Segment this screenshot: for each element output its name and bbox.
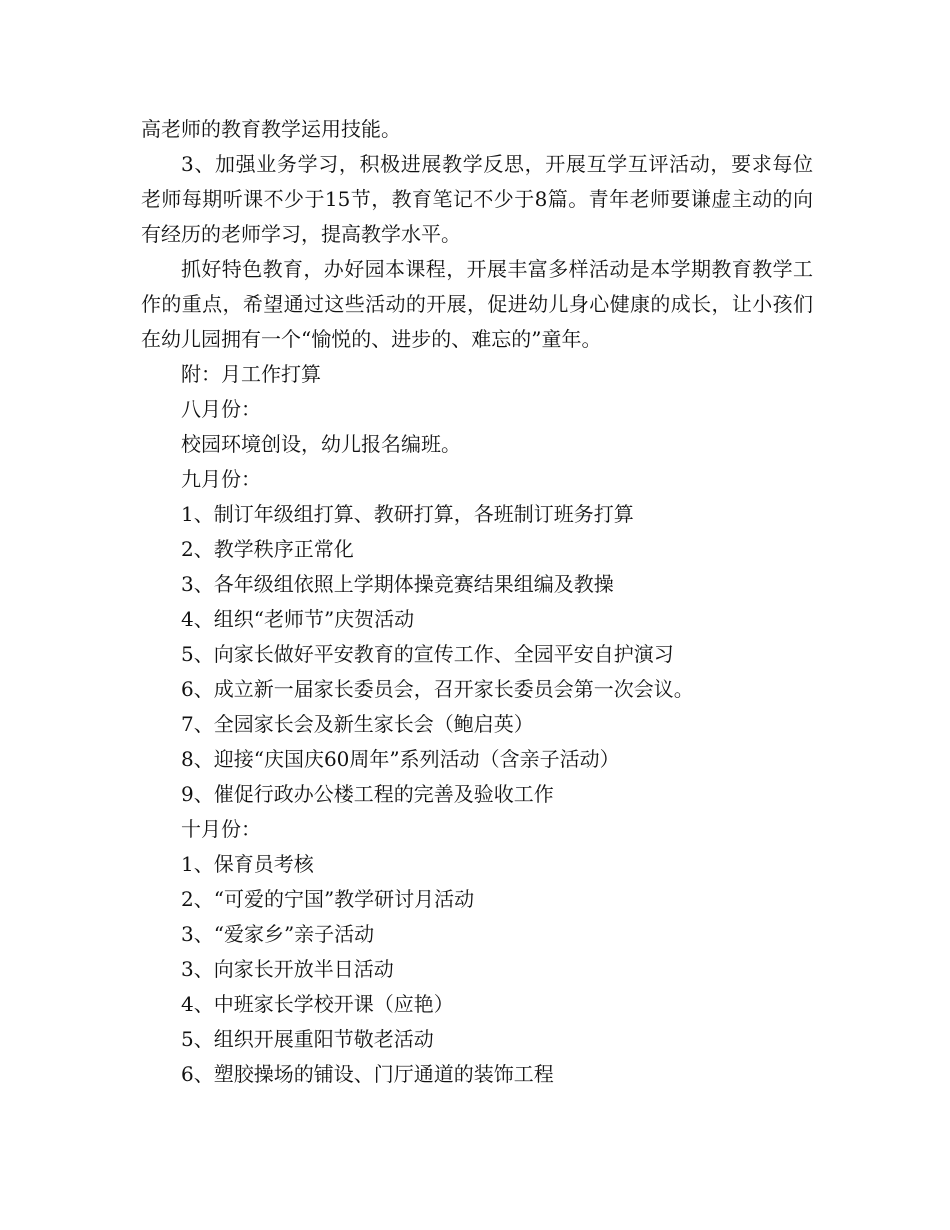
list-item: 8、迎接“庆国庆60周年”系列活动（含亲子活动） xyxy=(181,747,620,771)
list-item: 3、各年级组依照上学期体操竞赛结果组编及教操 xyxy=(181,572,614,596)
appendix-title: 附：月工作打算 xyxy=(181,362,321,386)
list-item: 1、保育员考核 xyxy=(181,852,314,876)
paragraph-continued: 高老师的教育教学运用技能。 xyxy=(141,117,401,141)
month-heading-october: 十月份： xyxy=(181,817,261,841)
list-item: 5、组织开展重阳节敬老活动 xyxy=(181,1027,434,1051)
list-item: 6、成立新一届家长委员会，召开家长委员会第一次会议。 xyxy=(181,677,694,701)
list-item: 校园环境创设，幼儿报名编班。 xyxy=(181,432,461,456)
month-heading-september: 九月份： xyxy=(181,467,261,491)
list-item: 2、“可爱的宁国”教学研讨月活动 xyxy=(181,887,475,911)
list-item: 3、“爱家乡”亲子活动 xyxy=(181,922,375,946)
paragraph-item-3: 3、加强业务学习，积极进展教学反思，开展互学互评活动，要求每位老师每期听课不少于15节，教育笔记不少于8篇。青年老师要谦虚主动的向有经历的老师学习，提高教学水平。 xyxy=(141,152,813,246)
list-item: 1、制订年级组打算、教研打算，各班制订班务打算 xyxy=(181,502,634,526)
list-item: 4、中班家长学校开课（应艳） xyxy=(181,992,454,1016)
paragraph-summary: 抓好特色教育，办好园本课程，开展丰富多样活动是本学期教育教学工作的重点，希望通过这些活动的开展，促进幼儿身心健康的成长，让小孩们在幼儿园拥有一个“愉悦的、进步的、难忘的”童年。 xyxy=(141,257,813,351)
document-body xyxy=(141,112,813,1092)
list-item: 3、向家长开放半日活动 xyxy=(181,957,394,981)
list-item: 5、向家长做好平安教育的宣传工作、全园平安自护演习 xyxy=(181,642,674,666)
list-item: 6、塑胶操场的铺设、门厅通道的装饰工程 xyxy=(181,1062,554,1086)
list-item: 7、全园家长会及新生家长会（鲍启英） xyxy=(181,712,534,736)
list-item: 2、教学秩序正常化 xyxy=(181,537,354,561)
month-heading-august: 八月份： xyxy=(181,397,261,421)
list-item: 4、组织“老师节”庆贺活动 xyxy=(181,607,415,631)
list-item: 9、催促行政办公楼工程的完善及验收工作 xyxy=(181,782,554,806)
